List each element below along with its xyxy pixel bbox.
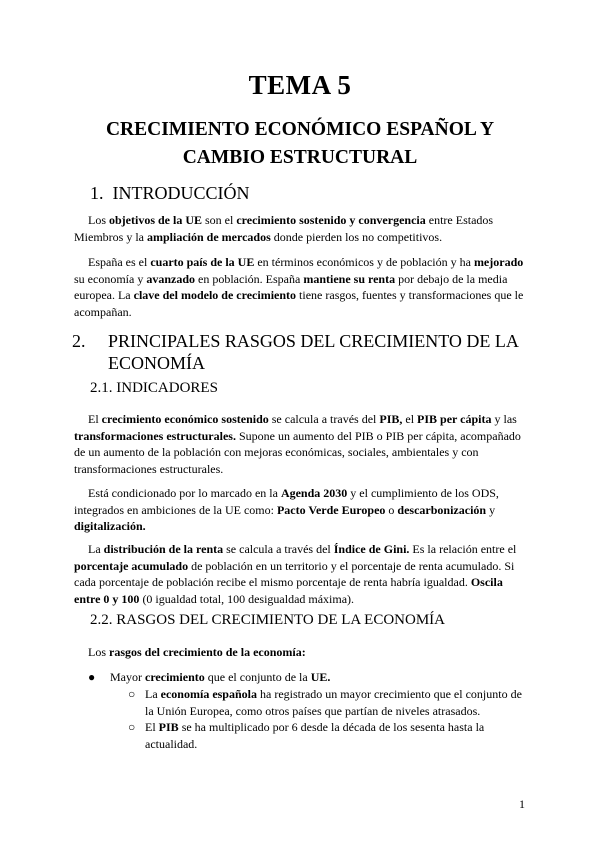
text-run: que el conjunto de la [204,670,311,684]
bold-text: Índice de Gini. [333,542,410,556]
text-run: de población en un territorio y el porcentaje de renta acumulado. Si cada porcentaje de población recibe el mismo porcentaje de renta habría igualdad. [74,558,515,589]
bold-text: descarbonización [397,502,487,517]
bold-text: distribución de la renta [103,542,224,556]
section-2-heading [72,330,520,374]
document-title: TEMA 5 [248,70,352,100]
bold-text: rasgos del crecimiento de la economía: [109,645,306,659]
bold-text: crecimiento sostenido y convergencia [236,213,426,227]
text-run: donde pierden los no competitivos. [270,229,443,244]
text-run: su economía y [74,271,147,286]
text-run: en términos económicos y de población y ha [254,255,474,269]
bold-text: porcentaje acumulado [74,558,189,573]
intro-paragraph-2 [74,254,526,320]
text-run: tiene rasgos, fuentes y transformaciones que le acompañan. [74,288,524,319]
section-1-heading [90,182,250,204]
text-run: y [486,502,496,517]
sub-list-item-text [145,719,523,752]
subsection-2-1-heading: 2.1. INDICADORES [90,380,218,396]
text-run: El [88,412,102,426]
text-run: España es el [88,255,151,269]
bold-text: UE. [310,670,331,684]
document-subtitle: CRECIMIENTO ECONÓMICO ESPAÑOL Y CAMBIO ESTRUCTURAL [105,119,495,168]
bold-text: PIB per cápita [417,412,492,426]
bold-text: transformaciones estructurales. [74,428,236,443]
text-run: Está condicionado por lo marcado en la [88,486,281,500]
text-run: Es la relación entre el [409,542,517,556]
features-lead [88,645,306,660]
page-number: 1 [519,797,525,811]
bold-text: Agenda 2030 [280,486,348,500]
bold-text: economía española [160,687,257,701]
text-run: (0 igualdad total, 100 desigualdad máxima). [139,591,355,606]
text-run: La [145,687,161,701]
text-run: y las [491,412,517,426]
section-2-number: 2. [72,331,86,351]
bold-text: mantiene su renta [303,271,396,286]
bold-text: crecimiento económico sostenido [101,412,269,426]
text-run: se calcula a través del [223,542,334,556]
bold-text: PIB [158,720,179,734]
bold-text: avanzado [146,271,196,286]
text-run: el [402,412,418,426]
text-run: se calcula a través del [268,412,380,426]
text-run: Los [88,645,109,659]
text-run: y el cumplimiento de los ODS, integrados en ambiciones de la UE como: [74,486,499,517]
text-run: en población. España [195,271,304,286]
indicators-paragraph-3 [74,541,526,607]
bold-text: cuarto país de la UE [150,255,255,269]
subsection-2-2-heading: 2.2. RASGOS DEL CRECIMIENTO DE LA ECONOMÍA [90,612,446,628]
sub-bullet-icon: ○ [128,720,136,734]
bold-text: clave del modelo de crecimiento [133,288,297,302]
indicators-paragraph-2 [74,485,526,535]
bullet-icon: ● [88,670,96,684]
section-2-title: PRINCIPALES RASGOS DEL CRECIMIENTO DE LA ECONOMÍA [108,331,518,373]
intro-paragraph-1 [74,212,526,245]
bold-text: objetivos de la UE [109,213,202,227]
text-run: Los [88,213,109,227]
bold-text: Oscila entre 0 y 100 [74,575,503,606]
sub-list-item-text [145,686,523,719]
text-run: El [145,720,159,734]
text-run: o [385,502,398,517]
section-1-title: INTRODUCCIÓN [112,183,250,203]
bold-text: mejorado [473,255,524,269]
text-run: ha registrado un mayor crecimiento que el conjunto de la Unión Europea, como otros países que partían de niveles atrasados. [145,687,522,718]
text-run: La [88,542,104,556]
bold-text: digitalización. [74,519,146,533]
sub-bullet-icon: ○ [128,687,136,701]
text-run: Mayor [110,670,145,684]
text-run: por debajo de la media europea. La [74,271,508,302]
bold-text: PIB, [379,412,403,426]
text-run: entre Estados Miembros y la [74,213,494,244]
section-1-number: 1. [90,183,104,203]
text-run: se ha multiplicado por 6 desde la década de los sesenta hasta la actualidad. [145,720,485,751]
bold-text: Pacto Verde Europeo [276,502,386,517]
bold-text: ampliación de mercados [147,229,271,244]
list-item-text [110,669,330,686]
bold-text: crecimiento [145,670,205,684]
text-run: Supone un aumento del PIB o PIB per cápita, acompañado de un aumento de la población con mejoras económicas, sociales, ambientales y con transformaciones estructurales. [74,428,521,476]
text-run: son el [202,213,237,227]
indicators-paragraph-1 [74,411,526,477]
